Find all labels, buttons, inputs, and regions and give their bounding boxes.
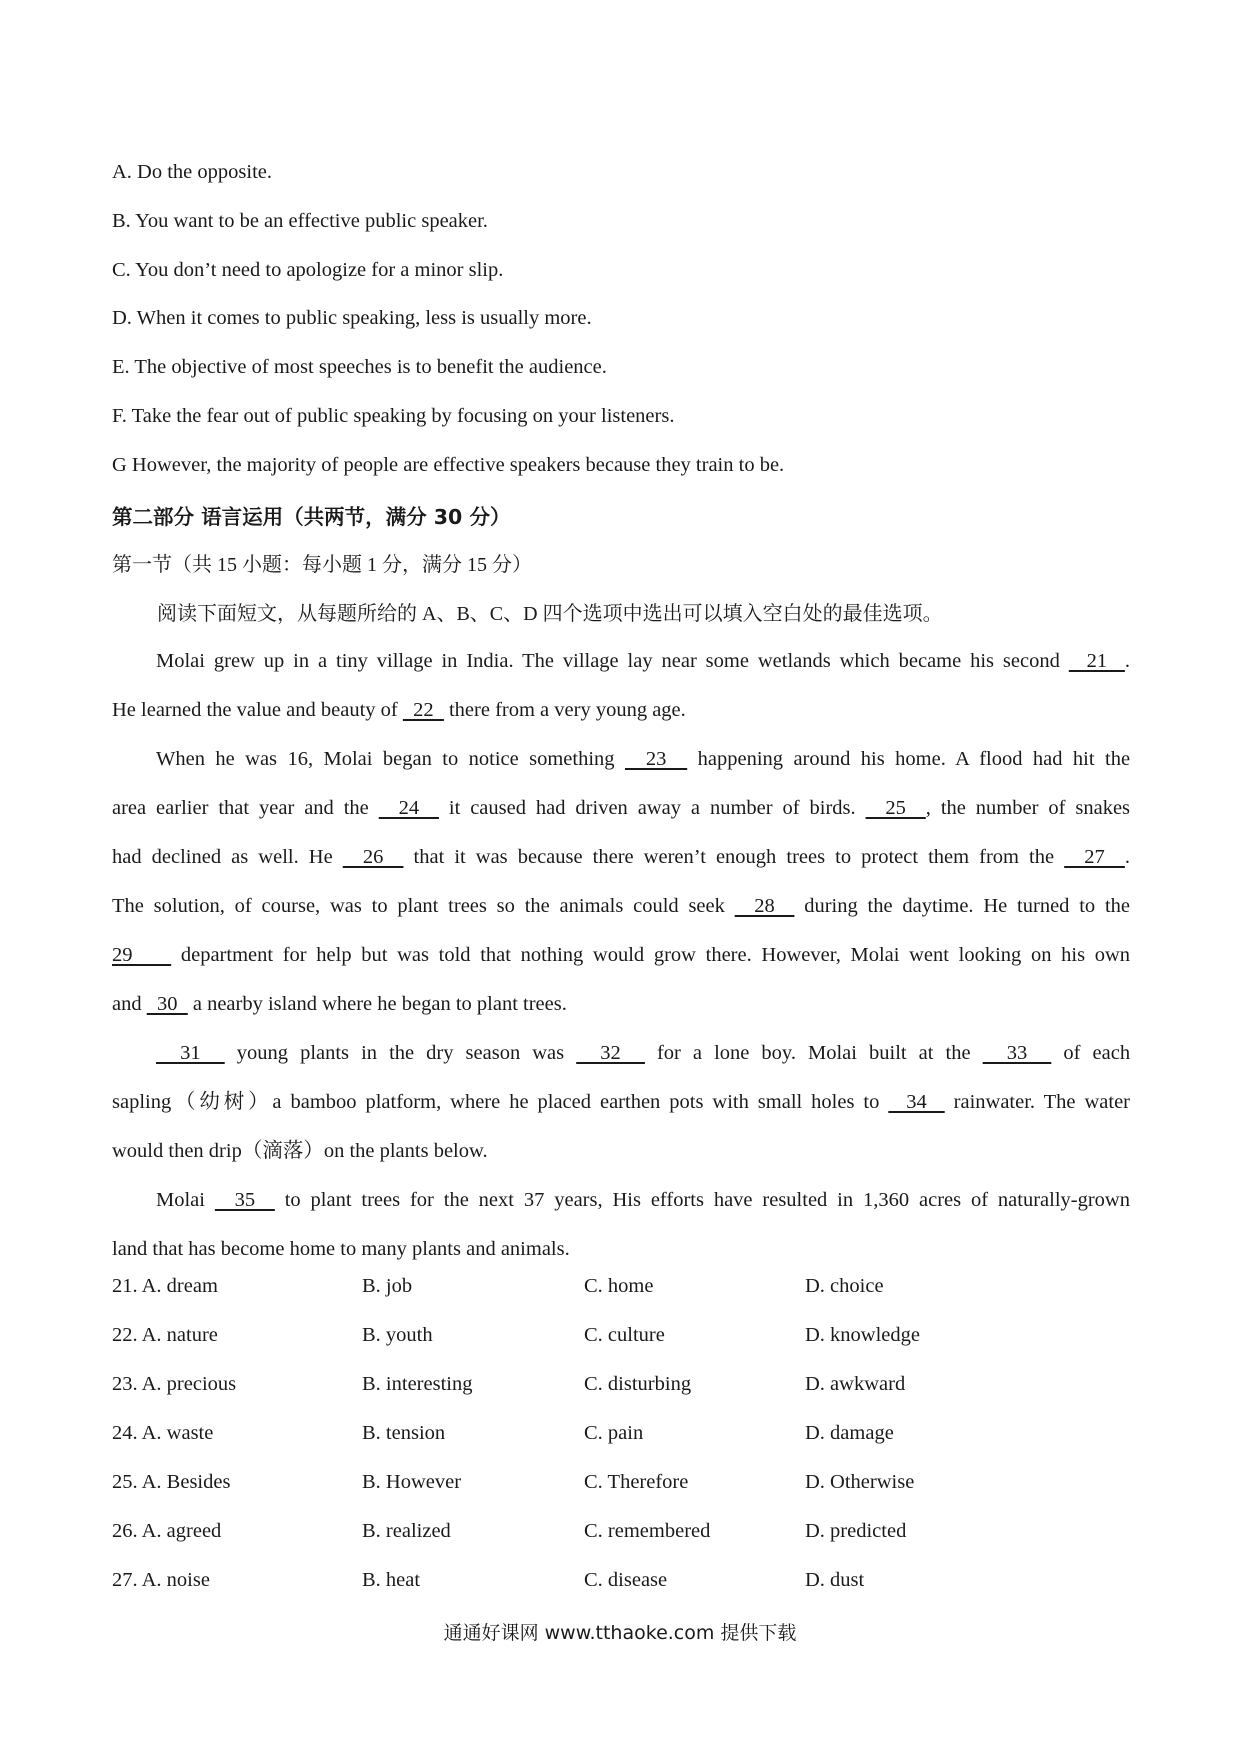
choice-21-d: D. choice xyxy=(805,1275,884,1297)
choice-22-d: D. knowledge xyxy=(805,1324,921,1346)
choice-25-c: C. Therefore xyxy=(584,1471,689,1493)
blank-34: 34 xyxy=(888,1091,945,1113)
option-a: A. Do the opposite. xyxy=(112,161,272,183)
subsection-title: 第一节（共 15 小题：每小题 1 分，满分 15 分） xyxy=(112,554,532,576)
passage-line: area earlier that year and the 24 it caused had driven away a number of birds. 25 , the number of snakes xyxy=(112,797,1131,819)
blank-32: 32 xyxy=(576,1042,645,1064)
choice-24-c: C. pain xyxy=(584,1422,644,1444)
page-footer: 通通好课网 www.tthaoke.com 提供下载 xyxy=(443,1622,797,1644)
passage-line: The solution, of course, was to plant trees so the animals could seek 28 during the daytime. He turned to the xyxy=(112,895,1131,917)
choice-25-d: D. Otherwise xyxy=(805,1471,915,1493)
passage-line: Molai grew up in a tiny village in India. The village lay near some wetlands which became his second 21 . xyxy=(156,650,1131,672)
passage-line: had declined as well. He 26 that it was because there weren’t enough trees to protect them from the 27 . xyxy=(112,846,1131,868)
passage-paragraph-1 xyxy=(112,637,1130,735)
blank-33: 33 xyxy=(982,1042,1052,1064)
passage-line: sapling（幼树）a bamboo platform, where he placed earthen pots with small holes to 34 rainwater. The water xyxy=(112,1091,1130,1113)
passage-paragraph-2 xyxy=(112,735,1130,1029)
choice-24-d: D. damage xyxy=(805,1422,894,1444)
passage-line: 29 department for help but was told that nothing would grow there. However, Molai went looking on his own xyxy=(112,944,1131,966)
passage-line: Molai 35 to plant trees for the next 37 years, His efforts have resulted in 1,360 acres of naturally-grown xyxy=(156,1189,1130,1211)
choice-21-a: 21. A. dream xyxy=(112,1275,218,1297)
passage-line: would then drip（滴落）on the plants below. xyxy=(112,1140,488,1162)
blank-26: 26 xyxy=(342,846,404,868)
blank-25: 25 xyxy=(865,797,926,819)
choice-23-b: B. interesting xyxy=(362,1373,473,1395)
choice-22-a: 22. A. nature xyxy=(112,1324,218,1346)
choice-22-b: B. youth xyxy=(362,1324,433,1346)
choice-24-a: 24. A. waste xyxy=(112,1422,214,1444)
choice-24-b: B. tension xyxy=(362,1422,446,1444)
choice-26-d: D. predicted xyxy=(805,1520,907,1542)
choice-23-a: 23. A. precious xyxy=(112,1373,237,1395)
passage-line: and 30 a nearby island where he began to plant trees. xyxy=(112,993,567,1015)
blank-30: 30 xyxy=(146,993,188,1015)
blank-29: 29 xyxy=(112,944,172,966)
passage-line: When he was 16, Molai began to notice something 23 happening around his home. A flood had hit the xyxy=(156,748,1131,770)
option-b: B. You want to be an effective public speaker. xyxy=(112,210,488,232)
choice-25-a: 25. A. Besides xyxy=(112,1471,231,1493)
blank-31: 31 xyxy=(156,1042,225,1064)
option-e: E. The objective of most speeches is to benefit the audience. xyxy=(112,356,607,378)
passage-paragraph-3 xyxy=(112,1029,1130,1176)
option-d: D. When it comes to public speaking, less is usually more. xyxy=(112,307,592,329)
choice-21-b: B. job xyxy=(362,1275,413,1297)
blank-35: 35 xyxy=(214,1189,275,1211)
choice-26-a: 26. A. agreed xyxy=(112,1520,222,1542)
choice-22-c: C. culture xyxy=(584,1324,665,1346)
blank-21: 21 xyxy=(1068,650,1125,672)
blank-24: 24 xyxy=(378,797,439,819)
choice-26-b: B. realized xyxy=(362,1520,451,1542)
blank-28: 28 xyxy=(734,895,795,917)
passage-line: 31 young plants in the dry season was 32 for a lone boy. Molai built at the 33 of each xyxy=(156,1042,1131,1064)
passage-line: He learned the value and beauty of 22 there from a very young age. xyxy=(112,699,686,721)
choice-21-c: C. home xyxy=(584,1275,654,1297)
choice-25-b: B. However xyxy=(362,1471,462,1493)
choice-27-c: C. disease xyxy=(584,1569,668,1591)
option-f: F. Take the fear out of public speaking by focusing on your listeners. xyxy=(112,405,675,427)
option-g: G However, the majority of people are effective speakers because they train to be. xyxy=(112,454,785,476)
instruction: 阅读下面短文，从每题所给的 A、B、C、D 四个选项中选出可以填入空白处的最佳选项。 xyxy=(157,603,943,625)
choice-23-d: D. awkward xyxy=(805,1373,906,1395)
blank-22: 22 xyxy=(402,699,444,721)
option-c: C. You don’t need to apologize for a minor slip. xyxy=(112,259,504,281)
passage-paragraph-4 xyxy=(112,1176,1130,1274)
blank-23: 23 xyxy=(625,748,688,770)
choice-26-c: C. remembered xyxy=(584,1520,711,1542)
passage-line: land that has become home to many plants and animals. xyxy=(112,1238,570,1260)
choice-23-c: C. disturbing xyxy=(584,1373,692,1395)
choice-27-d: D. dust xyxy=(805,1569,865,1591)
choice-27-b: B. heat xyxy=(362,1569,421,1591)
blank-27: 27 xyxy=(1064,846,1125,868)
section-heading: 第二部分 语言运用（共两节，满分 30 分） xyxy=(112,505,511,529)
choice-27-a: 27. A. noise xyxy=(112,1569,210,1591)
